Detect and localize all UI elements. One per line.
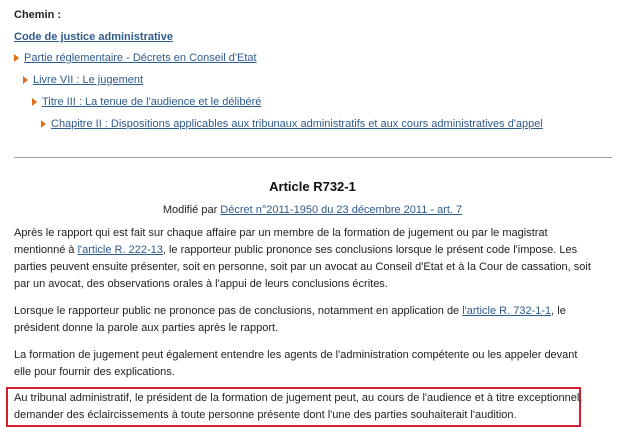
article-paragraph: La formation de jugement peut également entendre les agents de l'administration compétente ou les appeler devant elle pour fournir des explications.: [14, 349, 578, 378]
article-title: Article R732-1: [269, 179, 356, 194]
article-r222-13-link[interactable]: l'article R. 222-13: [77, 244, 163, 256]
modified-prefix: Modifié par: [162, 204, 218, 216]
arrow-right-icon: [41, 120, 46, 128]
breadcrumb-link[interactable]: Chapitre II : Dispositions applicables aux tribunaux administratifs et aux cours administratives d'appel: [51, 118, 543, 130]
breadcrumb-item: [32, 96, 261, 108]
text: Après le rapport qui est fait sur chaque affaire par un membre de la formation de jugement ou par le magistrat mentionné à: [14, 227, 548, 256]
arrow-right-icon: [14, 54, 19, 62]
breadcrumb-item: [41, 118, 543, 130]
article-paragraph: [14, 225, 594, 293]
breadcrumb-link[interactable]: Titre III : La tenue de l'audience et le délibéré: [42, 96, 262, 108]
modified-by: [0, 204, 625, 216]
arrow-right-icon: [32, 98, 37, 106]
breadcrumb-item: [14, 52, 257, 64]
article-paragraph: [14, 303, 594, 337]
highlighted-paragraph: Au tribunal administratif, le président de la formation de jugement peut, au cours de l'audience et à titre exceptionnel, demander des éclaircissements à toute personne présente dont l'une des parties souhaiterait l'audition.: [14, 392, 583, 421]
text: , le rapporteur public prononce ses conclusions lorsque le présent code l'impose. Les parties peuvent ensuite présenter, soit en personne, soit par un avocat au Conseil d'Etat et à la Cour de cassation, soit par un avocat, des observations orales à l'appui de leurs conclusions écrites.: [14, 244, 591, 290]
breadcrumb-link[interactable]: Partie réglementaire - Décrets en Conseil d'Etat: [24, 52, 257, 64]
divider: [14, 157, 612, 158]
text: , le président donne la parole aux parties après le rapport.: [14, 305, 566, 334]
arrow-right-icon: [23, 76, 28, 84]
article-r732-1-1-link[interactable]: l'article R. 732-1-1: [462, 305, 552, 317]
decree-link[interactable]: Décret n°2011-1950 du 23 décembre 2011 - art. 7: [220, 204, 463, 216]
text: Lorsque le rapporteur public ne prononce pas de conclusions, notamment en application de: [14, 305, 463, 317]
breadcrumb-label: Chemin :: [14, 9, 62, 21]
breadcrumb-item: [23, 74, 143, 86]
breadcrumb-link[interactable]: Livre VII : Le jugement: [33, 74, 144, 86]
breadcrumb-root-link[interactable]: Code de justice administrative: [14, 31, 173, 43]
